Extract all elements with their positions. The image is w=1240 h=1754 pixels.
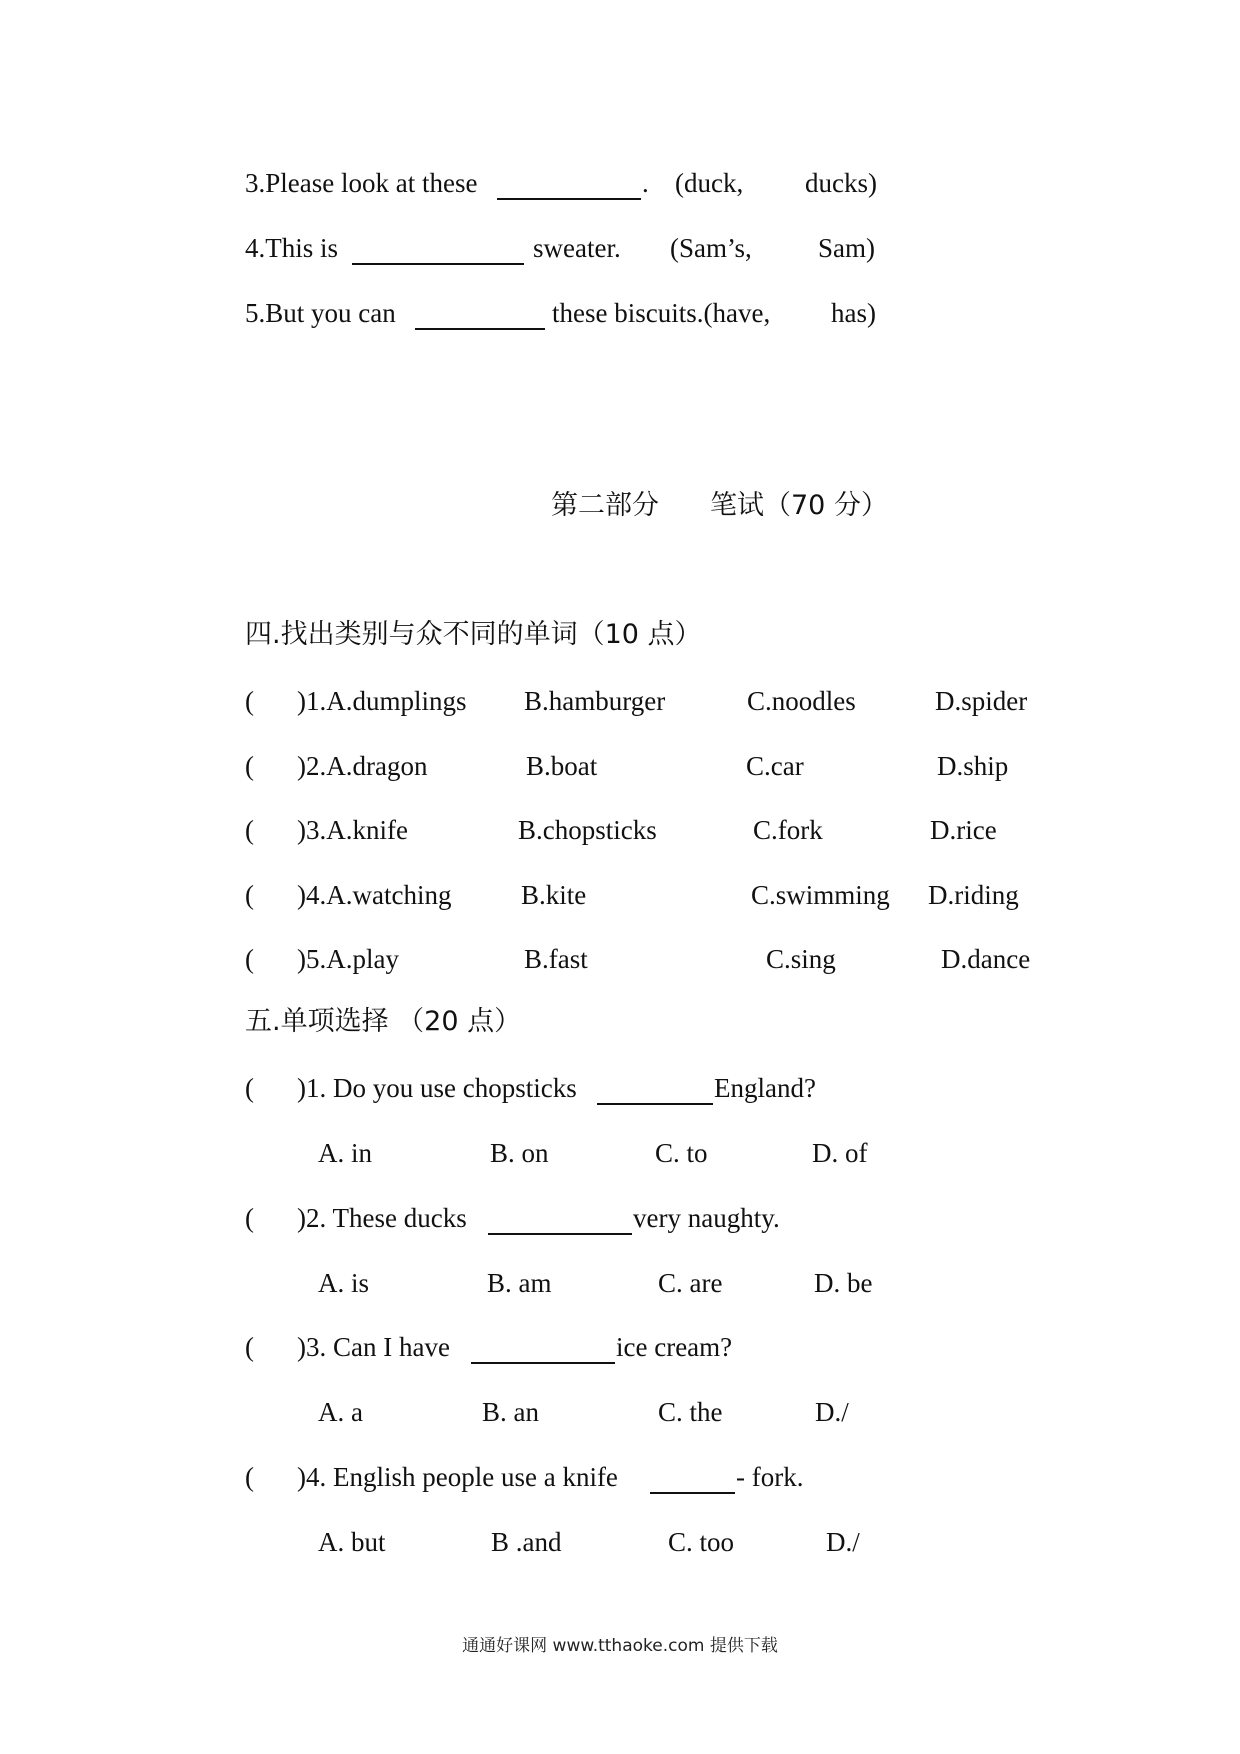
section-5-title: 五.单项选择 （20 点） xyxy=(245,1006,522,1037)
option-a: )2.A.dragon xyxy=(297,751,428,781)
answer-blank[interactable] xyxy=(488,1211,632,1235)
section-4-title: 四.找出类别与众不同的单词（10 点） xyxy=(245,619,702,650)
choice-c: C. too xyxy=(668,1527,735,1557)
choice-d: D. of xyxy=(812,1138,868,1168)
choice-b: B. an xyxy=(482,1397,539,1427)
choice-c: C. to xyxy=(655,1138,708,1168)
answer-paren[interactable]: ( xyxy=(245,1073,254,1103)
option-b: B.fast xyxy=(524,944,588,974)
option-d: D.riding xyxy=(928,880,1019,910)
answer-paren[interactable]: ( xyxy=(245,751,254,781)
option-d: D.spider xyxy=(935,686,1028,716)
option-d: D.rice xyxy=(930,815,997,845)
answer-paren[interactable]: ( xyxy=(245,686,254,716)
answer-paren[interactable]: ( xyxy=(245,815,254,845)
answer-blank[interactable] xyxy=(497,176,641,200)
answer-paren[interactable]: ( xyxy=(245,944,254,974)
fill-item-3-option-2: ducks) xyxy=(805,168,877,198)
option-d: D.ship xyxy=(937,751,1009,781)
choice-d: D./ xyxy=(815,1397,849,1427)
fill-item-5-suffix: these biscuits.(have, xyxy=(552,298,771,328)
page-footer: 通通好课网 www.tthaoke.com 提供下载 xyxy=(462,1636,778,1656)
answer-blank[interactable] xyxy=(650,1470,735,1494)
question-text-end: very naughty. xyxy=(633,1203,780,1233)
question-text-end: ice cream? xyxy=(616,1332,733,1362)
option-c: C.fork xyxy=(753,815,823,845)
choice-a: A. is xyxy=(318,1268,370,1298)
fill-item-4-prefix: 4.This is xyxy=(245,233,339,263)
option-c: C.swimming xyxy=(751,880,890,910)
choice-b: B. on xyxy=(490,1138,549,1168)
fill-item-4-option-2: Sam) xyxy=(818,233,875,263)
answer-paren[interactable]: ( xyxy=(245,1332,254,1362)
part-title: 第二部分 xyxy=(551,490,659,521)
option-a: )1.A.dumplings xyxy=(297,686,467,716)
question-text: )2. These ducks xyxy=(297,1203,467,1233)
question-text-end: - fork. xyxy=(736,1462,804,1492)
choice-d: D. be xyxy=(814,1268,873,1298)
choice-b: B. am xyxy=(487,1268,552,1298)
fill-item-5-prefix: 5.But you can xyxy=(245,298,396,328)
choice-c: C. the xyxy=(658,1397,723,1427)
option-b: B.hamburger xyxy=(524,686,666,716)
answer-blank[interactable] xyxy=(597,1081,713,1105)
fill-item-4-suffix: sweater. xyxy=(533,233,621,263)
option-d: D.dance xyxy=(941,944,1031,974)
answer-blank[interactable] xyxy=(352,241,524,265)
answer-blank[interactable] xyxy=(415,306,545,330)
choice-c: C. are xyxy=(658,1268,723,1298)
option-c: C.car xyxy=(746,751,804,781)
option-b: B.chopsticks xyxy=(518,815,657,845)
option-b: B.kite xyxy=(521,880,587,910)
fill-item-5-option-2: has) xyxy=(831,298,876,328)
choice-a: A. in xyxy=(318,1138,372,1168)
answer-paren[interactable]: ( xyxy=(245,1203,254,1233)
choice-b: B .and xyxy=(491,1527,562,1557)
answer-blank[interactable] xyxy=(471,1340,615,1364)
fill-item-4-option-1: (Sam’s, xyxy=(670,233,752,263)
fill-item-3-prefix: 3.Please look at these xyxy=(245,168,478,198)
answer-paren[interactable]: ( xyxy=(245,880,254,910)
part-subtitle: 笔试（70 分） xyxy=(710,490,888,521)
option-a: )5.A.play xyxy=(297,944,399,974)
option-c: C.noodles xyxy=(747,686,856,716)
question-text: )4. English people use a knife xyxy=(297,1462,618,1492)
option-a: )4.A.watching xyxy=(297,880,452,910)
fill-item-3-suffix: . xyxy=(642,168,649,198)
answer-paren[interactable]: ( xyxy=(245,1462,254,1492)
choice-a: A. a xyxy=(318,1397,363,1427)
choice-d: D./ xyxy=(826,1527,860,1557)
option-a: )3.A.knife xyxy=(297,815,408,845)
question-text: )1. Do you use chopsticks xyxy=(297,1073,577,1103)
fill-item-3-option-1: (duck, xyxy=(675,168,744,198)
option-b: B.boat xyxy=(526,751,598,781)
choice-a: A. but xyxy=(318,1527,386,1557)
question-text-end: England? xyxy=(714,1073,816,1103)
question-text: )3. Can I have xyxy=(297,1332,450,1362)
option-c: C.sing xyxy=(766,944,836,974)
